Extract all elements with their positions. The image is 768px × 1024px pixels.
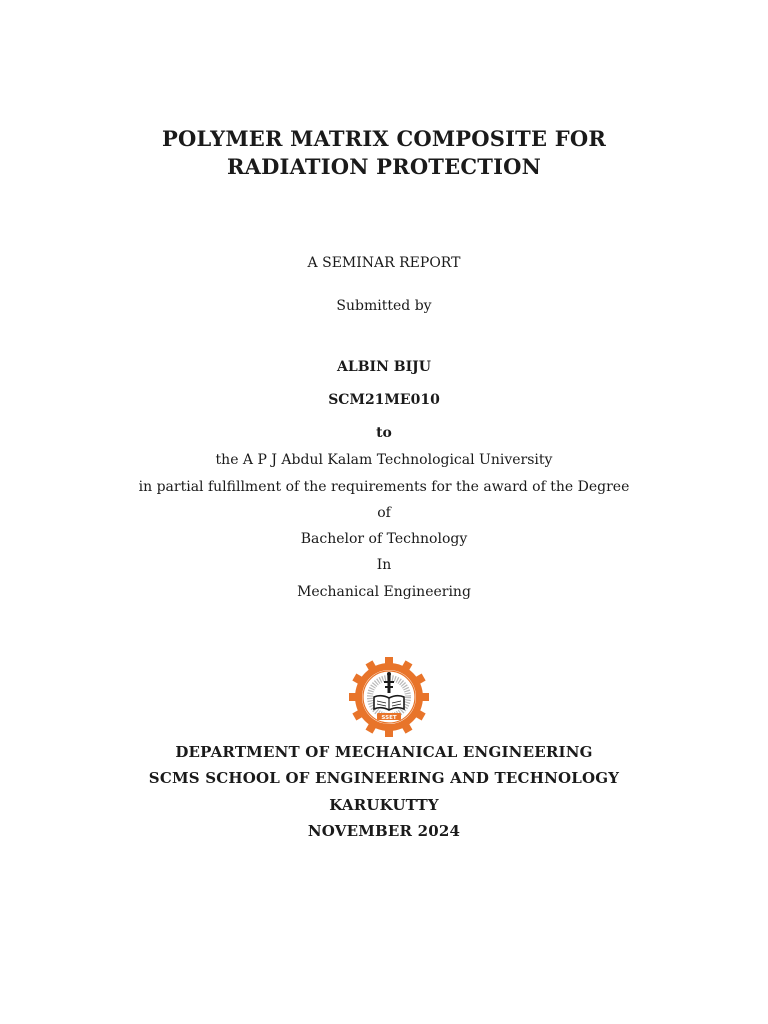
- report-title-line-2: RADIATION PROTECTION: [227, 154, 541, 179]
- emblem-banner-text: SSET: [381, 714, 397, 721]
- branch-name: Mechanical Engineering: [297, 584, 471, 600]
- author-name: ALBIN BIJU: [337, 359, 431, 375]
- to-label: to: [376, 425, 392, 441]
- requirement-line: in partial fulfillment of the requirements for the award of the Degree: [138, 479, 630, 495]
- department-name: DEPARTMENT OF MECHANICAL ENGINEERING: [175, 743, 593, 761]
- scms-college-emblem-icon: [349, 657, 429, 737]
- submission-date: NOVEMBER 2024: [307, 822, 461, 840]
- university-line: the A P J Abdul Kalam Technological University: [215, 452, 553, 468]
- school-name: SCMS SCHOOL OF ENGINEERING AND TECHNOLOGY: [148, 769, 620, 787]
- place-name: KARUKUTTY: [329, 796, 439, 814]
- report-title-line-1: POLYMER MATRIX COMPOSITE FOR: [162, 126, 606, 151]
- of-line: of: [377, 505, 391, 521]
- report-type: A SEMINAR REPORT: [307, 255, 461, 271]
- author-reg-no: SCM21ME010: [328, 392, 440, 408]
- in-line: In: [376, 557, 392, 573]
- submitted-by-label: Submitted by: [336, 298, 432, 314]
- degree-name: Bachelor of Technology: [300, 531, 468, 547]
